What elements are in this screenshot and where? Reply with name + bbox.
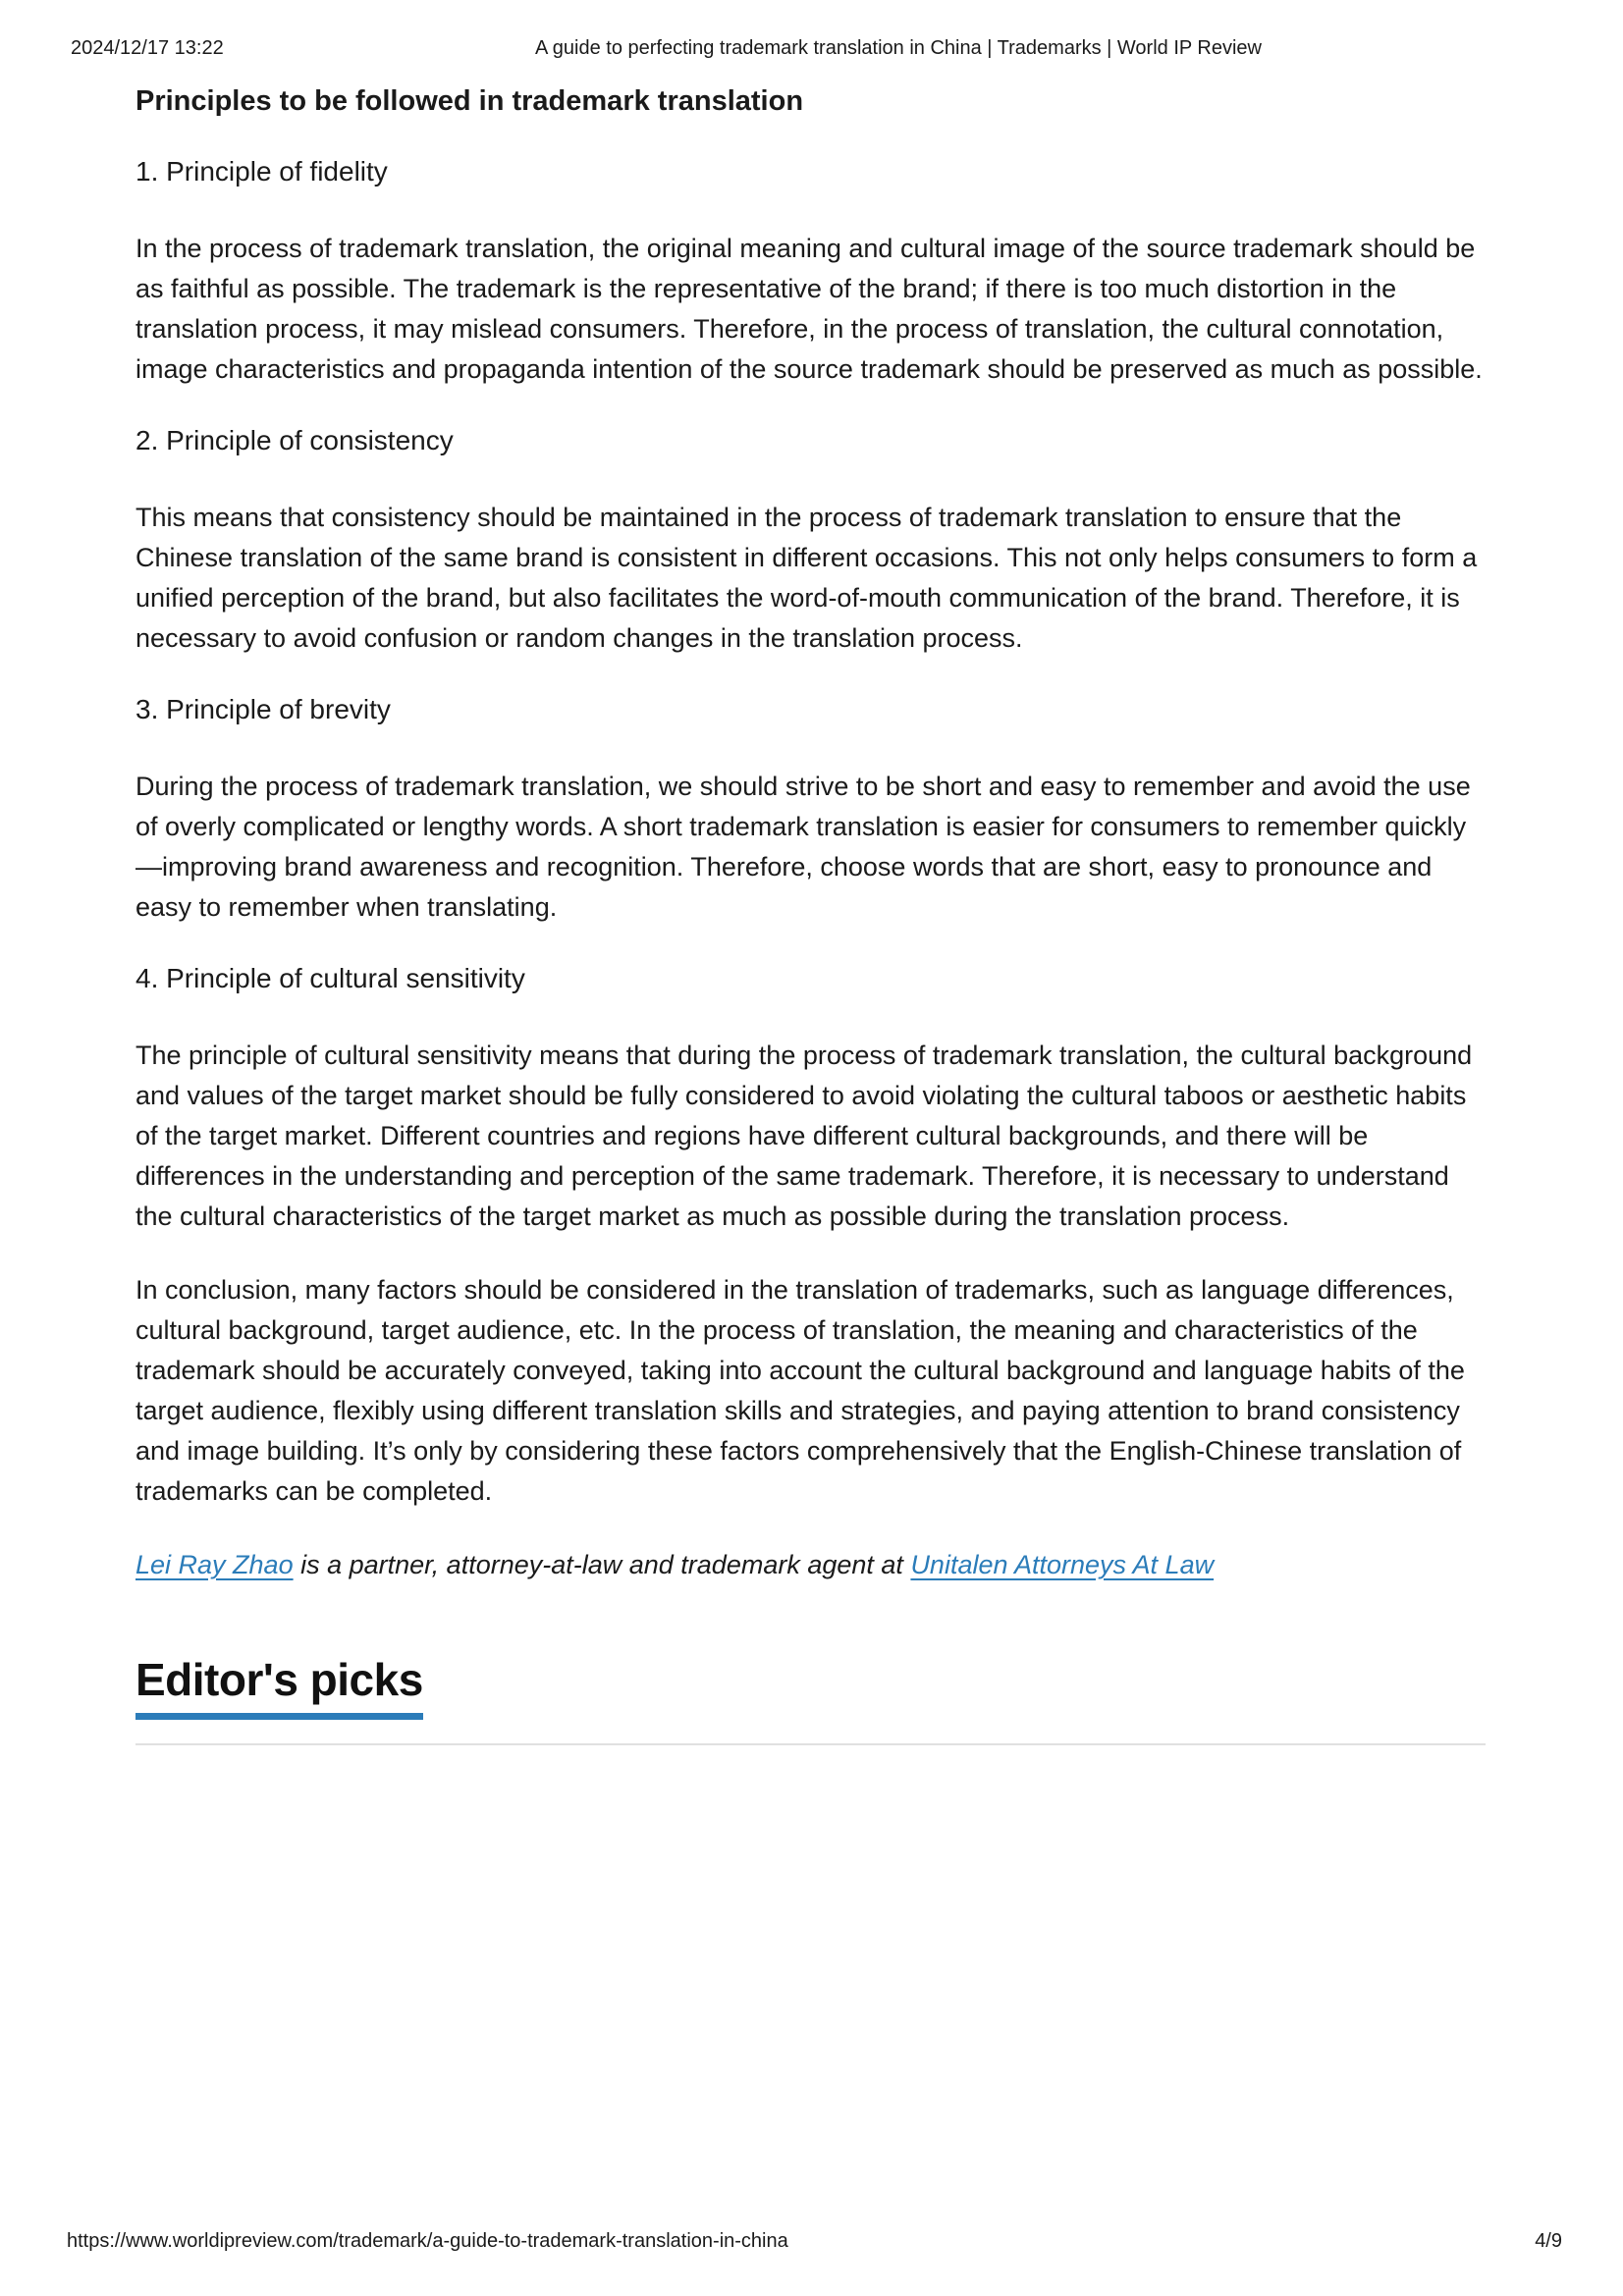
principle-body: During the process of trademark translation, we should strive to be short and easy to remember and avoid the use of overly complicated or lengthy words. A short trademark translation is easier for consumers to remember quickly—improving brand awareness and recognition. Therefore, choose words that are short, easy to pronounce and easy to remember when translating. <box>135 772 1471 922</box>
principle-heading: 2. Principle of consistency <box>135 425 454 455</box>
principle-heading: 1. Principle of fidelity <box>135 156 388 187</box>
principle-body: This means that consistency should be maintained in the process of trademark translation to ensure that the Chinese translation of the same brand is consistent in different occasions. This not only helps consumers to form a unified perception of the brand, but also facilitates the word-of-mouth communication of the brand. Therefore, it is necessary to avoid confusion or random changes in the translation process. <box>135 503 1478 653</box>
content-divider <box>135 1743 1486 1745</box>
author-byline <box>135 1545 1486 1585</box>
principle-body: The principle of cultural sensitivity means that during the process of trademark translation, the cultural background and values of the target market should be fully considered to avoid violating the cultural taboos or aesthetic habits of the target market. Different countries and regions have different cultural backgrounds, and there will be differences in the understanding and perception of the same trademark. Therefore, it is necessary to understand the cultural characteristics of the target market as much as possible during the translation process. <box>135 1041 1473 1231</box>
principle-heading: 3. Principle of brevity <box>135 694 391 724</box>
firm-link[interactable]: Unitalen Attorneys At Law <box>910 1550 1215 1579</box>
principle-section-consistency <box>135 423 1486 659</box>
editors-picks-heading: Editor's picks <box>135 1654 423 1720</box>
article-content <box>135 82 1486 1745</box>
footer-page-indicator: 4/9 <box>1535 2230 1562 2252</box>
principle-body: In the process of trademark translation, the original meaning and cultural image of the source trademark should be as faithful as possible. The trademark is the representative of the brand; if there is too much distortion in the translation process, it may mislead consumers. Therefore, in the process of translation, the cultural connotation, image characteristics and propaganda intention of the source trademark should be preserved as much as possible. <box>135 234 1483 384</box>
principle-section-fidelity <box>135 154 1486 390</box>
principle-heading: 4. Principle of cultural sensitivity <box>135 963 525 993</box>
print-footer <box>67 2230 1562 2252</box>
print-header-title: A guide to perfecting trademark translation in China | Trademarks | World IP Review <box>535 37 1262 59</box>
principle-section-cultural-sensitivity <box>135 961 1486 1237</box>
print-header-datetime: 2024/12/17 13:22 <box>71 37 224 59</box>
footer-url: https://www.worldipreview.com/trademark/a-guide-to-trademark-translation-in-china <box>67 2230 788 2252</box>
principle-section-brevity <box>135 692 1486 928</box>
article-section-heading: Principles to be followed in trademark translation <box>135 85 804 117</box>
byline-connector-text: is a partner, attorney-at-law and trademark agent at <box>293 1550 911 1579</box>
conclusion-paragraph: In conclusion, many factors should be considered in the translation of trademarks, such as language differences, cultural background, target audience, etc. In the process of translation, the meaning and characteristics of the trademark should be accurately conveyed, taking into account the cultural background and language habits of the target audience, flexibly using different translation skills and strategies, and paying attention to brand consistency and image building. It’s only by considering these factors comprehensively that the English-Chinese translation of trademarks can be completed. <box>135 1275 1465 1506</box>
author-link[interactable]: Lei Ray Zhao <box>135 1550 294 1579</box>
